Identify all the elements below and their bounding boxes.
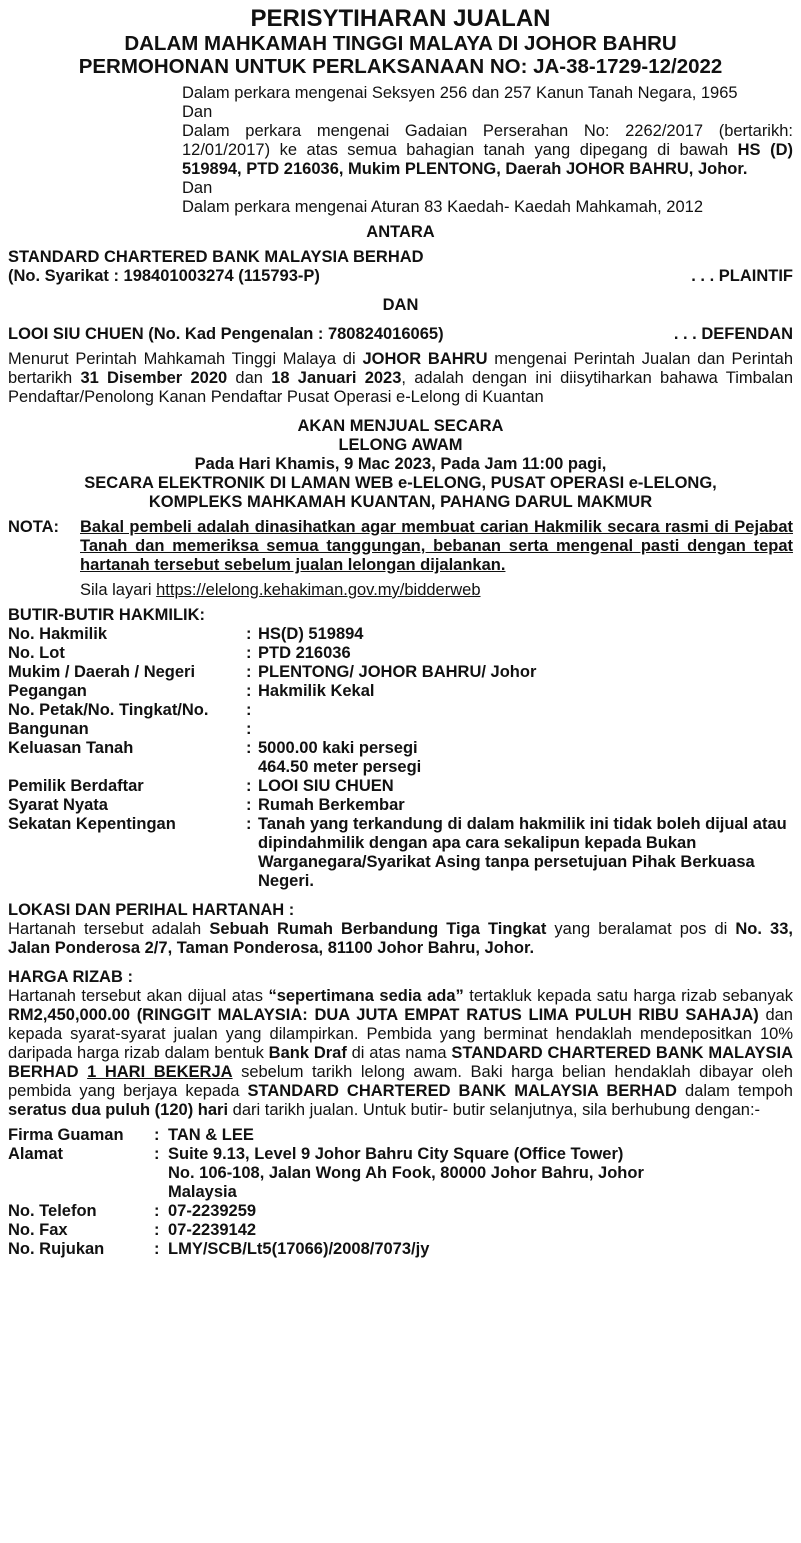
matter-3: Dalam perkara mengenai Aturan 83 Kaedah- Kaedah Mahkamah, 2012: [182, 198, 704, 216]
detail-value: PTD 216036: [258, 644, 351, 662]
fax-value: 07-2239142: [168, 1221, 257, 1239]
area-value: 5000.00 kaki persegi 464.50 meter persegi: [258, 739, 422, 776]
reserve-paragraph: Hartanah tersebut akan dijual atas “sepertimana sedia ada” tertakluk kepada satu harga rizab sebanyak RM2,450,000.00 (RINGGIT MALAYSIA: DUA JUTA EMPAT RATUS LIMA PULUH RIBU SAHAJA) dan kepada syarat-syarat jualan yang dilampirkan. Pembida yang berminat hendaklah mendepositkan 10% daripada harga rizab dalam bentuk Bank Draf di atas nama STANDARD CHARTERED BANK MALAYSIA BERHAD 1 HARI BEKERJA sebelum tarikh lelong awam. Baki harga belian hendaklah dibayar oleh pembida yang berjaya kepada STANDARD CHARTERED BANK MALAYSIA BERHAD dalam tempoh seratus dua puluh (120) hari dari tarikh jualan. Untuk butir- butir selanjutnya, sila berhubung dengan:-: [8, 987, 793, 1119]
tel-value: 07-2239259: [168, 1202, 257, 1220]
detail-value: Hakmilik Kekal: [258, 682, 375, 700]
auction-date: Pada Hari Khamis, 9 Mac 2023, Pada Jam 11:00 pagi,: [194, 455, 607, 473]
contact-table: Firma Guaman : TAN & LEE Alamat : Suite 9.13, Level 9 Johor Bahru City Square (Office Tower) No. 106-108, Jalan Wong Ah Fook, 80000 Johor Bahru, Johor Malaysia No. Telefon : 07-2239259 No. Fax : 07-2239142 No. Rujukan : LMY/SCB/Lt5(17066)/2008/7073/jy: [8, 1126, 793, 1259]
address-value: Suite 9.13, Level 9 Johor Bahru City Square (Office Tower) No. 106-108, Jalan Wong Ah Fook, 80000 Johor Bahru, Johor Malaysia: [168, 1145, 644, 1201]
address-label: Alamat: [8, 1145, 64, 1163]
title-details-table: No. Hakmilik : HS(D) 519894 No. Lot : PTD 216036 Mukim / Daerah / Negeri : PLENTONG/ JOHOR BAHRU/ Johor Pegangan : Hakmilik Kekal No. Petak/No. Tingkat/No. : Bangunan : Keluasan Tanah : 5000.00 kaki persegi 464.50 meter persegi Pemilik Berdaftar : LOOI SIU CHUEN Syarat Nyata : Rumah Berkembar Sekatan Kepentingan : Tanah yang terkandung di dalam hakmilik ini tidak boleh dijual atau dipindahmilik dengan apa cara sekalipun kepada Bukan Warganegara/Syarikat Asing tanpa persetujuan Pihak Berkuasa Negeri.: [8, 625, 793, 891]
reserve-heading: HARGA RIZAB :: [8, 968, 133, 986]
matter-dan-1: Dan: [182, 103, 213, 121]
condition-value: Rumah Berkembar: [258, 796, 405, 814]
restriction-label: Sekatan Kepentingan: [8, 815, 176, 833]
defendant-name: LOOI SIU CHUEN (No. Kad Pengenalan : 780824016065): [8, 325, 444, 343]
auction-block: [8, 417, 793, 512]
plaintiff-company-no: (No. Syarikat : 198401003274 (115793-P): [8, 267, 320, 285]
location-heading: LOKASI DAN PERIHAL HARTANAH :: [8, 901, 295, 919]
ref-value: LMY/SCB/Lt5(17066)/2008/7073/jy: [168, 1240, 430, 1258]
plaintiff-name: STANDARD CHARTERED BANK MALAYSIA BERHAD: [8, 248, 424, 266]
nota-visit: Sila layari https://elelong.kehakiman.gov.my/bidderweb: [80, 581, 481, 599]
condition-label: Syarat Nyata: [8, 796, 108, 814]
tel-label: No. Telefon: [8, 1202, 97, 1220]
detail-value: [258, 720, 793, 739]
auction-venue-2: KOMPLEKS MAHKAMAH KUANTAN, PAHANG DARUL MAKMUR: [148, 493, 653, 511]
reserve-price: RM2,450,000.00 (RINGGIT MALAYSIA: DUA JUTA EMPAT RATUS LIMA PULUH RIBU SAHAJA): [8, 1006, 759, 1024]
matter-dan-2: Dan: [182, 179, 213, 197]
detail-label: No. Lot: [8, 644, 65, 662]
antara-heading: ANTARA: [366, 223, 435, 241]
intro-paragraph: Menurut Perintah Mahkamah Tinggi Malaya di JOHOR BAHRU mengenai Perintah Jualan dan Perintah bertarikh 31 Disember 2020 dan 18 Januari 2023, adalah dengan ini diisytiharkan bahawa Timbalan Pendaftar/Penolong Kanan Pendaftar Pusat Operasi e-Lelong di Kuantan: [8, 350, 794, 406]
defendant-role: . . . DEFENDAN: [673, 325, 793, 343]
plaintiff-row: [8, 267, 793, 286]
detail-value: [258, 701, 793, 720]
firm-label: Firma Guaman: [8, 1126, 124, 1144]
dan-heading: DAN: [382, 296, 419, 314]
auction-line-1: AKAN MENJUAL SECARA: [297, 417, 504, 435]
title-reference: HS (D) 519894, PTD 216036, Mukim PLENTONG, Daerah JOHOR BAHRU, Johor.: [182, 141, 793, 178]
detail-label: Bangunan: [8, 720, 89, 738]
owner-label: Pemilik Berdaftar: [8, 777, 144, 795]
nota-label: NOTA:: [8, 518, 60, 536]
application-number: PERMOHONAN UNTUK PERLAKSANAAN NO: JA-38-1729-12/2022: [78, 55, 723, 78]
ref-label: No. Rujukan: [8, 1240, 105, 1258]
detail-label: Pegangan: [8, 682, 87, 700]
detail-value: HS(D) 519894: [258, 625, 364, 643]
detail-label: No. Petak/No. Tingkat/No.: [8, 701, 209, 719]
notice-title: PERISYTIHARAN JUALAN: [250, 5, 551, 32]
matter-1: Dalam perkara mengenai Seksyen 256 dan 257 Kanun Tanah Negara, 1965: [182, 84, 738, 102]
detail-label: No. Hakmilik: [8, 625, 108, 643]
auction-line-2: LELONG AWAM: [338, 436, 463, 454]
location-paragraph: Hartanah tersebut adalah Sebuah Rumah Berbandung Tiga Tingkat yang beralamat pos di No. 33, Jalan Ponderosa 2/7, Taman Ponderosa, 81100 Johor Bahru, Johor.: [8, 920, 793, 957]
plaintiff-role: . . . PLAINTIF: [691, 267, 793, 285]
area-label: Keluasan Tanah: [8, 739, 134, 757]
auction-venue-1: SECARA ELEKTRONIK DI LAMAN WEB e-LELONG, PUSAT OPERASI e-LELONG,: [84, 474, 717, 492]
property-address: No. 33, Jalan Ponderosa 2/7, Taman Ponderosa, 81100 Johor Bahru, Johor.: [8, 920, 793, 957]
defendant-row: [8, 325, 793, 344]
owner-value: LOOI SIU CHUEN: [258, 777, 394, 795]
detail-value: PLENTONG/ JOHOR BAHRU/ Johor: [258, 663, 537, 681]
nota-block: [8, 518, 793, 600]
detail-label: Mukim / Daerah / Negeri: [8, 663, 196, 681]
matters-block: [182, 84, 793, 217]
restriction-value: Tanah yang terkandung di dalam hakmilik ini tidak boleh dijual atau dipindahmilik dengan apa cara sekalipun kepada Bukan Warganegara/Syarikat Asing tanpa persetujuan Pihak Berkuasa Negeri.: [258, 815, 787, 890]
elelong-link[interactable]: https://elelong.kehakiman.gov.my/bidderweb: [156, 581, 481, 599]
nota-text: Bakal pembeli adalah dinasihatkan agar membuat carian Hakmilik secara rasmi di Pejabat Tanah dan memeriksa semua tanggungan, bebanan serta mengenal pasti dengan tepat hartanah tersebut sebelum jualan lelongan dijalankan.: [80, 518, 793, 574]
fax-label: No. Fax: [8, 1221, 68, 1239]
matter-2: Dalam perkara mengenai Gadaian Perserahan No: 2262/2017 (bertarikh: 12/01/2017) ke atas semua bahagian tanah yang dipegang di bawah HS (D) 519894, PTD 216036, Mukim PLENTONG, Daerah JOHOR BAHRU, Johor.: [182, 122, 793, 178]
title-details-heading: BUTIR-BUTIR HAKMILIK:: [8, 606, 206, 624]
court-name: DALAM MAHKAMAH TINGGI MALAYA DI JOHOR BAHRU: [124, 32, 677, 55]
firm-value: TAN & LEE: [168, 1126, 254, 1144]
